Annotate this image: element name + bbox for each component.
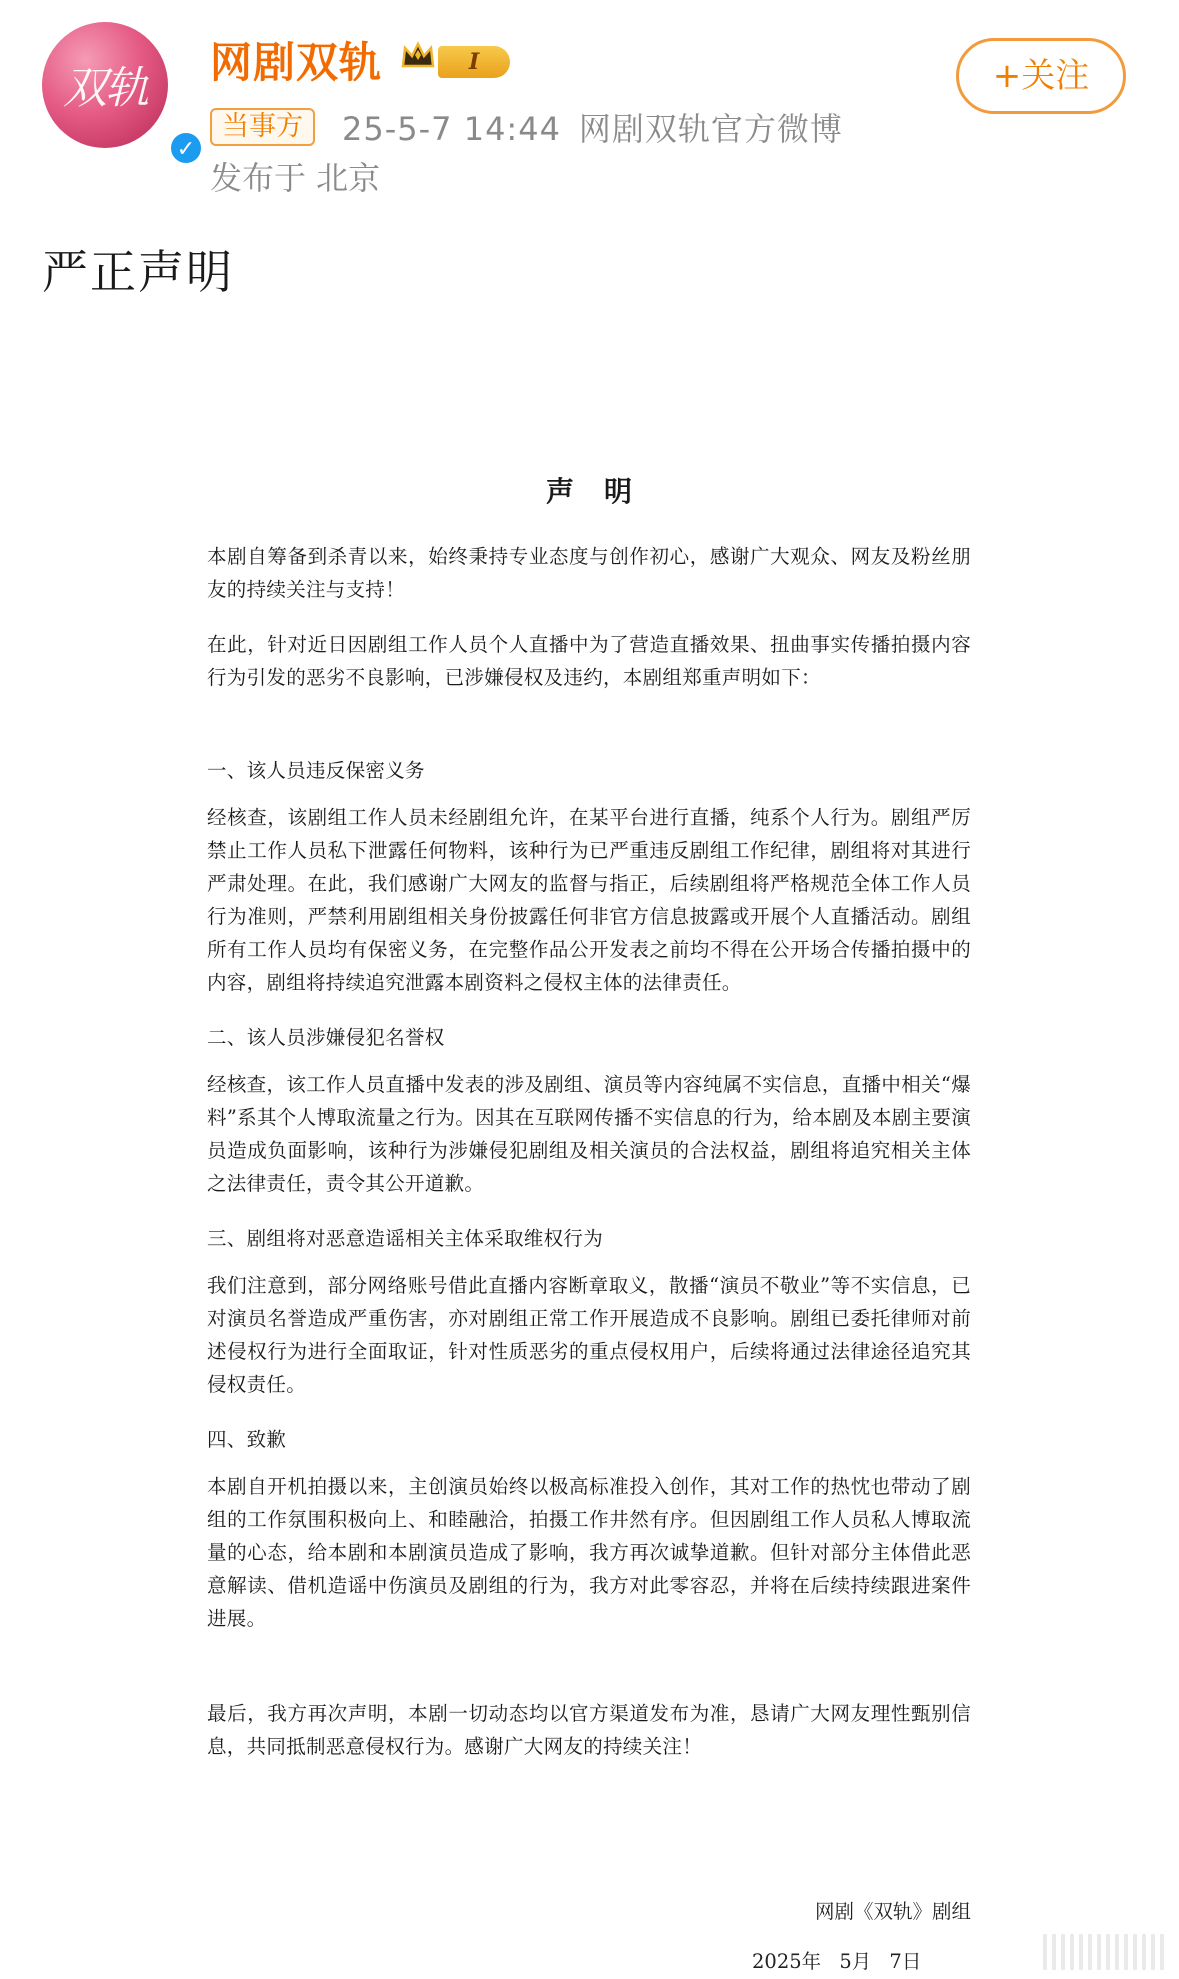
section-title: 一、该人员违反保密义务: [207, 759, 425, 782]
party-badge: 当事方: [210, 108, 315, 146]
statement-closing: 最后，我方再次声明，本剧一切动态均以官方渠道发布为准，恳请广大网友理性甄别信息，共同抵制恶意侵权行为。感谢广大网友的持续关注！: [207, 1702, 971, 1758]
crown-icon: [400, 38, 436, 74]
post-timestamp: 25-5-7 14:44: [342, 110, 561, 148]
statement-heading: 声明: [545, 475, 662, 508]
post-meta: [342, 104, 861, 150]
verified-icon: ✓: [168, 130, 204, 166]
post-title: 严正声明: [42, 245, 234, 299]
statement-paragraph: 我们注意到，部分网络账号借此直播内容断章取义，散播“演员不敬业”等不实信息，已对演员名誉造成严重伤害，亦对剧组正常工作开展造成不良影响。剧组已委托律师对前述侵权行为进行全面取证，针对性质恶劣的重点侵权用户，后续将通过法律途径追究其侵权责任。: [207, 1274, 971, 1396]
level-badge[interactable]: I: [438, 46, 510, 78]
statement-paragraph: 经核查，该工作人员直播中发表的涉及剧组、演员等内容纯属不实信息，直播中相关“爆料”系其个人博取流量之行为。因其在互联网传播不实信息的行为，给本剧及本剧主要演员造成负面影响，该种行为涉嫌侵犯剧组及相关演员的合法权益，剧组将追究相关主体之法律责任，责令其公开道歉。: [207, 1073, 971, 1195]
post-header: [0, 0, 1179, 210]
statement-signature: 网剧《双轨》剧组: [814, 1900, 971, 1923]
follow-button[interactable]: +关注: [956, 38, 1126, 114]
post-source[interactable]: 网剧双轨官方微博: [578, 110, 843, 148]
account-name[interactable]: 网剧双轨: [210, 38, 383, 87]
statement-paragraph: 本剧自开机拍摄以来，主创演员始终以极高标准投入创作，其对工作的热忱也带动了剧组的工作氛围积极向上、和睦融洽，拍摄工作井然有序。但因剧组工作人员私人博取流量的心态，给本剧和本剧演员造成了影响，我方再次诚挚道歉。但针对部分主体借此恶意解读、借机造谣中伤演员及剧组的行为，我方对此零容忍，并将在后续持续跟进案件进展。: [207, 1475, 971, 1630]
avatar-logo-text: 双轨: [63, 63, 147, 114]
section-title: 二、该人员涉嫌侵犯名誉权: [207, 1026, 445, 1049]
statement-paragraph: 经核查，该剧组工作人员未经剧组允许，在某平台进行直播，纯系个人行为。剧组严厉禁止工作人员私下泄露任何物料，该种行为已严重违反剧组工作纪律，剧组将对其进行严肃处理。在此，我们感谢广大网友的监督与指正，后续剧组将严格规范全体工作人员行为准则，严禁利用剧组相关身份披露任何非官方信息披露或开展个人直播活动。剧组所有工作人员均有保密义务，在完整作品公开发表之前均不得在公开场合传播拍摄中的内容，剧组将持续追究泄露本剧资料之侵权主体的法律责任。: [207, 806, 971, 994]
statement-image[interactable]: [207, 470, 971, 1785]
avatar[interactable]: [42, 22, 196, 162]
statement-paragraph: 本剧自筹备到杀青以来，始终秉持专业态度与创作初心，感谢广大观众、网友及粉丝朋友的持续关注与支持！: [207, 545, 971, 601]
statement-date: 2025年 5月 7日: [752, 1950, 922, 1973]
section-title: 四、致歉: [207, 1428, 287, 1451]
more-indicator: [1043, 1934, 1168, 1970]
section-title: 三、剧组将对恶意造谣相关主体采取维权行为: [207, 1227, 604, 1250]
statement-paragraph: 在此，针对近日因剧组工作人员个人直播中为了营造直播效果、扭曲事实传播拍摄内容行为引发的恶劣不良影响，已涉嫌侵权及违约，本剧组郑重声明如下：: [207, 633, 971, 689]
post-location: 发布于 北京: [210, 159, 381, 197]
